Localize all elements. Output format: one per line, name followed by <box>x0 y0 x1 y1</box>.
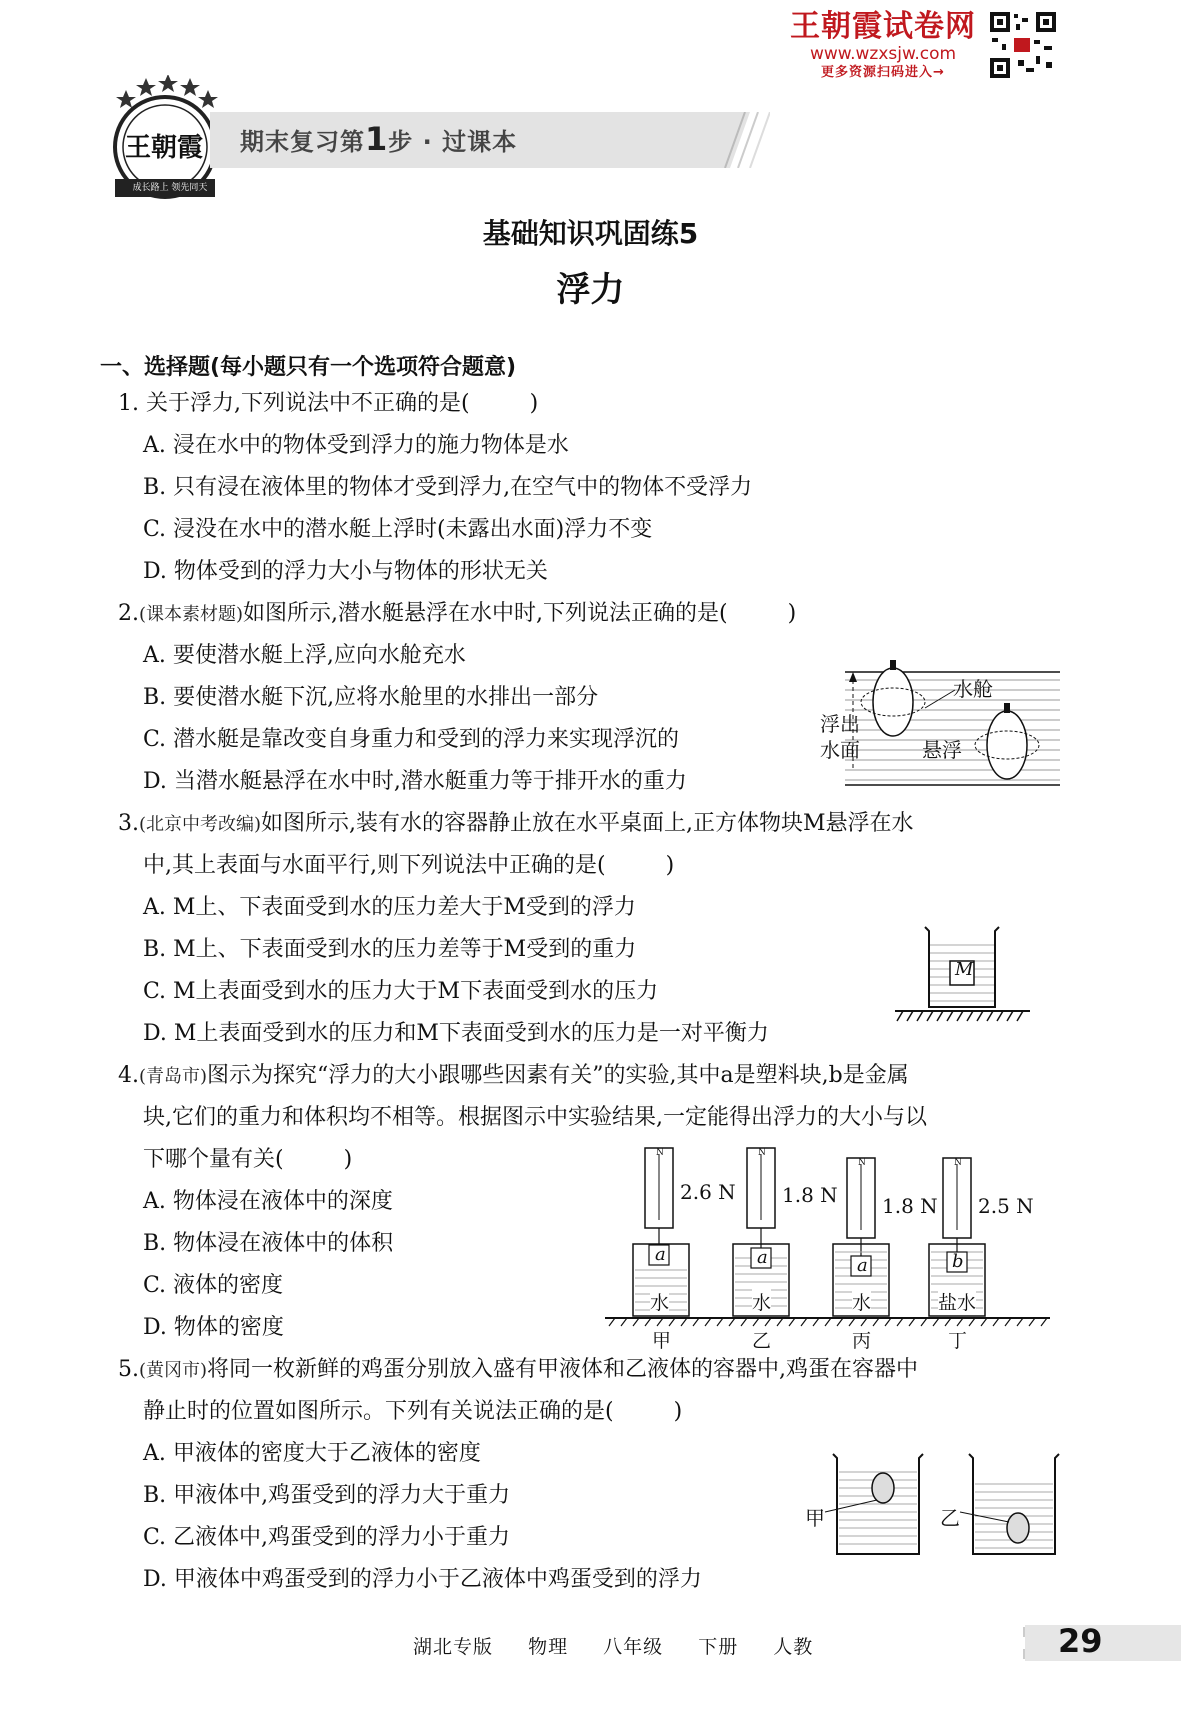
setup-name-yi: 乙 <box>752 1330 772 1352</box>
q4-option-a: A. 物体浸在液体中的深度 <box>143 1189 393 1214</box>
question-4-stem-cont-2 <box>143 1145 352 1175</box>
q3-option-c: C. M上表面受到水的压力大于M下表面受到水的压力 <box>143 979 659 1004</box>
banner-step: 1 <box>365 120 389 158</box>
q2-option-d: D. 当潜水艇悬浮在水中时,潜水艇重力等于排开水的重力 <box>143 769 687 794</box>
q5-paren-close: ) <box>673 1399 683 1424</box>
q4-stem-text-3: 下哪个量有关( <box>143 1147 284 1172</box>
q5-option-d: D. 甲液体中鸡蛋受到的浮力小于乙液体中鸡蛋受到的浮力 <box>143 1567 702 1592</box>
object-yi: a <box>757 1247 768 1268</box>
liquid-ding: 盐水 <box>938 1288 976 1315</box>
q4-option-d: D. 物体的密度 <box>143 1315 284 1340</box>
q3-source: (北京中考改编) <box>139 814 262 835</box>
scale-mark-2: N <box>758 1148 766 1158</box>
liquid-bing: 水 <box>852 1288 871 1315</box>
q5-option-c: C. 乙液体中,鸡蛋受到的浮力小于重力 <box>143 1525 511 1550</box>
setup-name-jia: 甲 <box>652 1330 672 1352</box>
submarine-figure <box>820 650 1065 790</box>
egg-label-yi: 乙 <box>940 1506 960 1530</box>
question-3-stem-cont <box>143 851 674 881</box>
reading-jia: 2.6 N <box>680 1180 736 1204</box>
question-5-stem <box>118 1355 918 1386</box>
q2-option-c: C. 潜水艇是靠改变自身重力和受到的浮力来实现浮沉的 <box>143 727 680 752</box>
q2-source: (课本素材题) <box>139 604 244 625</box>
brand-url[interactable]: www.wzxsjw.com <box>809 44 957 64</box>
brand-title: 王朝霞试卷网 <box>790 9 976 44</box>
q5-stem-text-2: 静止时的位置如图所示。下列有关说法正确的是( <box>143 1399 614 1424</box>
submarine-drawing <box>825 650 1065 790</box>
footer-edition: 湖北专版 <box>413 1636 494 1658</box>
page-number: 29 <box>1058 1622 1103 1660</box>
badge-name: 王朝霞 <box>125 133 204 162</box>
object-ding: b <box>952 1251 964 1272</box>
q1-paren-close: ) <box>529 391 539 416</box>
q2-paren-close: ) <box>787 601 797 626</box>
q3-option-d: D. M上表面受到水的压力和M下表面受到水的压力是一对平衡力 <box>143 1021 769 1046</box>
q2-option-a: A. 要使潜水艇上浮,应向水舱充水 <box>143 643 466 668</box>
reading-bing: 1.8 N <box>882 1194 938 1218</box>
setup-name-bing: 丙 <box>852 1330 872 1352</box>
q4-source: (青岛市) <box>139 1066 208 1087</box>
object-bing: a <box>857 1255 868 1276</box>
q5-number: 5. <box>118 1357 139 1382</box>
q1-option-d: D. 物体受到的浮力大小与物体的形状无关 <box>143 559 548 584</box>
question-5-stem-cont <box>143 1397 682 1427</box>
q5-stem-text: 将同一枚新鲜的鸡蛋分别放入盛有甲液体和乙液体的容器中,鸡蛋在容器中 <box>207 1357 919 1382</box>
q3-option-b: B. M上、下表面受到水的压力差等于M受到的重力 <box>143 937 637 962</box>
label-rise-2: 水面 <box>820 738 860 762</box>
page-subtitle: 浮力 <box>556 270 625 310</box>
scale-mark-4: N <box>954 1158 962 1168</box>
q4-number: 4. <box>118 1063 139 1088</box>
brand-scan-hint: 更多资源扫码进入→ <box>821 65 945 80</box>
q3-stem-text-2: 中,其上表面与水面平行,则下列说法中正确的是( <box>143 853 606 878</box>
question-1-stem <box>118 389 538 419</box>
egg-figure <box>795 1450 1085 1560</box>
reading-ding: 2.5 N <box>978 1194 1034 1218</box>
q4-paren-close: ) <box>343 1147 353 1172</box>
footer-subject: 物理 <box>528 1636 569 1658</box>
label-rise-1: 浮出 <box>820 712 860 736</box>
q3-stem-text: 如图所示,装有水的容器静止放在水平桌面上,正方体物块M悬浮在水 <box>261 811 914 836</box>
setup-name-ding: 丁 <box>948 1330 968 1352</box>
q1-stem-text: 1. 关于浮力,下列说法中不正确的是( <box>118 391 470 416</box>
page-title: 基础知识巩固练5 <box>482 217 699 250</box>
q4-option-b: B. 物体浸在液体中的体积 <box>143 1231 394 1256</box>
footer-grade: 八年级 <box>603 1636 664 1658</box>
q5-option-a: A. 甲液体的密度大于乙液体的密度 <box>143 1441 481 1466</box>
q2-stem-text: 如图所示,潜水艇悬浮在水中时,下列说法正确的是( <box>243 601 728 626</box>
footer-term: 下册 <box>698 1636 739 1658</box>
q4-stem-text: 图示为探究“浮力的大小跟哪些因素有关”的实验,其中a是塑料块,b是金属 <box>207 1063 909 1088</box>
label-water-tank: 水舱 <box>953 677 993 701</box>
label-hover: 悬浮 <box>922 738 962 762</box>
object-jia: a <box>655 1244 666 1265</box>
banner-text <box>240 120 517 158</box>
question-3-stem <box>118 809 914 840</box>
container-figure <box>895 925 1035 1025</box>
reading-yi: 1.8 N <box>782 1183 838 1207</box>
q4-option-c: C. 液体的密度 <box>143 1273 284 1298</box>
spring-scale-drawing <box>605 1140 1055 1350</box>
brand-block <box>790 10 976 82</box>
q2-option-b: B. 要使潜水艇下沉,应将水舱里的水排出一部分 <box>143 685 599 710</box>
qr-code-icon[interactable] <box>988 10 1058 80</box>
liquid-jia: 水 <box>650 1288 669 1315</box>
q3-option-a: A. M上、下表面受到水的压力差大于M受到的浮力 <box>143 895 636 920</box>
footer-publisher: 人教 <box>773 1636 814 1658</box>
q1-option-a: A. 浸在水中的物体受到浮力的施力物体是水 <box>143 433 569 458</box>
q1-option-c: C. 浸没在水中的潜水艇上浮时(未露出水面)浮力不变 <box>143 517 653 542</box>
question-4-stem-cont: 块,它们的重力和体积均不相等。根据图示中实验结果,一定能得出浮力的大小与以 <box>143 1105 927 1130</box>
q3-paren-close: ) <box>665 853 675 878</box>
badge-slogan: 成长路上 领先同天 <box>132 183 208 193</box>
section-heading: 一、选择题(每小题只有一个选项符合题意) <box>100 355 517 380</box>
cube-label-m: M <box>955 959 974 980</box>
q1-option-b: B. 只有浸在液体里的物体才受到浮力,在空气中的物体不受浮力 <box>143 475 753 500</box>
q5-source: (黄冈市) <box>139 1360 208 1381</box>
scale-mark-1: N <box>656 1148 664 1158</box>
egg-label-jia: 甲 <box>805 1506 825 1530</box>
footer-info <box>413 1632 841 1659</box>
liquid-yi: 水 <box>752 1288 771 1315</box>
banner-suffix: 步 · 过课本 <box>388 128 518 156</box>
spring-scale-figure <box>605 1140 1055 1350</box>
scale-mark-3: N <box>858 1158 866 1168</box>
banner-prefix: 期末复习第 <box>240 128 365 156</box>
q5-option-b: B. 甲液体中,鸡蛋受到的浮力大于重力 <box>143 1483 511 1508</box>
question-4-stem <box>118 1061 909 1092</box>
page-number-bar <box>1025 1625 1181 1661</box>
q2-number: 2. <box>118 601 139 626</box>
q3-number: 3. <box>118 811 139 836</box>
question-2-stem <box>118 599 796 630</box>
